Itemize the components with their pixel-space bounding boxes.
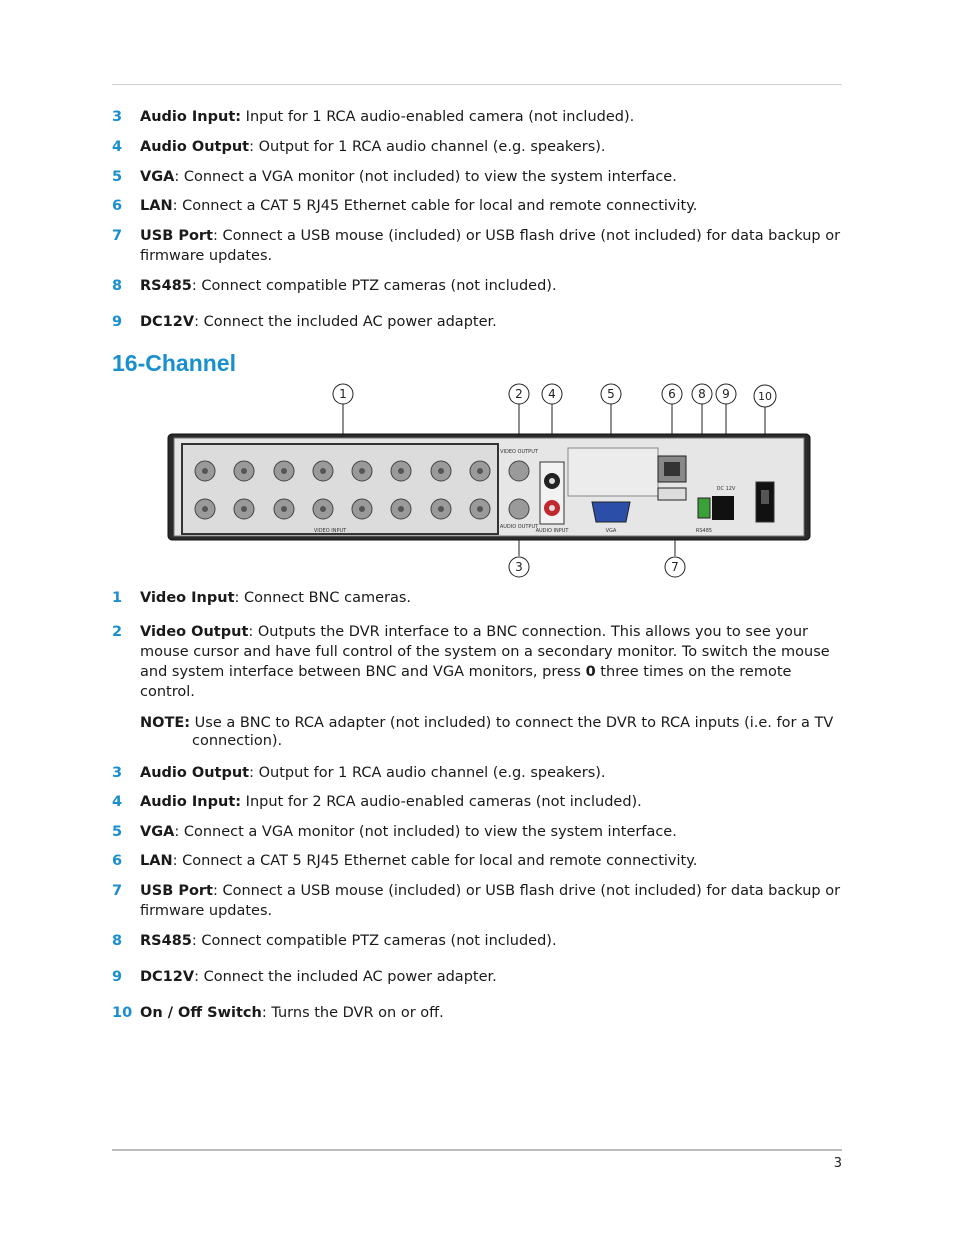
item-label: DC12V bbox=[140, 969, 195, 985]
video-input-label: VIDEO INPUT bbox=[313, 528, 347, 534]
note-continuation: connection). bbox=[192, 733, 283, 749]
item-text: : Turns the DVR on or off. bbox=[261, 1005, 444, 1021]
footer-rule bbox=[112, 1149, 842, 1151]
item-number: 10 bbox=[112, 1005, 133, 1021]
list-item bbox=[112, 763, 842, 783]
item-number: 9 bbox=[112, 314, 123, 330]
item-label: DC12V bbox=[140, 314, 195, 330]
item-label: USB Port bbox=[140, 883, 213, 899]
item-label: LAN bbox=[140, 198, 173, 214]
item-text: : Connect a USB mouse (included) or USB flash drive (not included) for data backup or firmware updates. bbox=[140, 883, 841, 919]
dc12v-label: DC 12V bbox=[716, 486, 736, 492]
audio-output-label: AUDIO OUTPUT bbox=[499, 524, 539, 530]
list-item bbox=[112, 851, 842, 871]
item-text: Input for 2 RCA audio-enabled cameras (not included). bbox=[241, 794, 642, 810]
item-bold-key: 0 bbox=[585, 664, 596, 680]
item-text: : Connect a VGA monitor (not included) to view the system interface. bbox=[174, 169, 677, 185]
list-item bbox=[112, 107, 842, 127]
list-item bbox=[112, 881, 842, 921]
item-label: Audio Output bbox=[140, 765, 250, 781]
item-number: 9 bbox=[112, 969, 123, 985]
item-text: : Connect a CAT 5 RJ45 Ethernet cable for local and remote connectivity. bbox=[172, 198, 698, 214]
list-item bbox=[112, 967, 842, 987]
vga-label: VGA bbox=[605, 528, 617, 534]
dvr-rear-panel-figure bbox=[160, 378, 820, 583]
item-text: : Connect the included AC power adapter. bbox=[194, 969, 497, 985]
item-number: 8 bbox=[112, 278, 123, 294]
item-text: : Output for 1 RCA audio channel (e.g. speakers). bbox=[249, 139, 606, 155]
item-label: RS485 bbox=[140, 933, 192, 949]
item-number: 8 bbox=[112, 933, 123, 949]
list-item bbox=[112, 822, 842, 842]
item-number: 5 bbox=[112, 169, 123, 185]
note-text: Use a BNC to RCA adapter (not included) to connect the DVR to RCA inputs (i.e. for a TV bbox=[190, 715, 834, 731]
item-number: 5 bbox=[112, 824, 123, 840]
rs485-label: RS485 bbox=[695, 528, 713, 534]
item-number: 4 bbox=[112, 794, 123, 810]
header-rule bbox=[112, 84, 842, 85]
list-item bbox=[112, 137, 842, 157]
list-item bbox=[112, 931, 842, 951]
item-label: Video Input bbox=[140, 590, 235, 606]
item-text: : Outputs the DVR interface to a BNC connection. This allows you to see your mouse cursor and have full control of the system on a secondary monitor. To switch the mouse and system interface between BNC and VGA monitors, press bbox=[140, 624, 830, 680]
item-number: 7 bbox=[112, 228, 123, 244]
item-text: : Connect the included AC power adapter. bbox=[194, 314, 497, 330]
item-label: Audio Input: bbox=[140, 794, 242, 810]
item-number: 6 bbox=[112, 853, 123, 869]
item-text: : Output for 1 RCA audio channel (e.g. speakers). bbox=[249, 765, 606, 781]
list-item bbox=[112, 312, 842, 332]
callout-10: 10 bbox=[758, 390, 772, 403]
list-item bbox=[112, 792, 842, 812]
item-label: RS485 bbox=[140, 278, 192, 294]
callout-6: 6 bbox=[668, 387, 676, 401]
item-label: LAN bbox=[140, 853, 173, 869]
note bbox=[140, 714, 842, 750]
item-number: 6 bbox=[112, 198, 123, 214]
section-title: 16-Channel bbox=[112, 350, 236, 376]
callout-4: 4 bbox=[548, 387, 556, 401]
audio-input-label: AUDIO INPUT bbox=[535, 528, 569, 534]
list-item bbox=[112, 276, 842, 296]
callout-8: 8 bbox=[698, 387, 706, 401]
item-number: 1 bbox=[112, 590, 123, 606]
item-text: : Connect a USB mouse (included) or USB flash drive (not included) for data backup or firmware updates. bbox=[140, 228, 841, 264]
item-text: : Connect compatible PTZ cameras (not included). bbox=[191, 933, 557, 949]
video-output-label: VIDEO OUTPUT bbox=[500, 449, 538, 455]
item-text: : Connect compatible PTZ cameras (not included). bbox=[191, 278, 557, 294]
callout-3: 3 bbox=[515, 560, 523, 574]
list-item bbox=[112, 196, 842, 216]
item-label: VGA bbox=[140, 169, 175, 185]
list-item bbox=[112, 226, 842, 266]
item-label: Audio Output bbox=[140, 139, 250, 155]
list-item bbox=[112, 588, 842, 608]
item-label: USB Port bbox=[140, 228, 213, 244]
callout-7: 7 bbox=[671, 560, 679, 574]
callout-5: 5 bbox=[607, 387, 615, 401]
callout-9: 9 bbox=[722, 387, 730, 401]
item-text: : Connect BNC cameras. bbox=[234, 590, 412, 606]
callout-1: 1 bbox=[339, 387, 347, 401]
item-label: On / Off Switch bbox=[140, 1005, 262, 1021]
item-text: : Connect a VGA monitor (not included) to view the system interface. bbox=[174, 824, 677, 840]
item-text: : Connect a CAT 5 RJ45 Ethernet cable for local and remote connectivity. bbox=[172, 853, 698, 869]
item-number: 2 bbox=[112, 624, 123, 640]
item-number: 7 bbox=[112, 883, 123, 899]
item-label: VGA bbox=[140, 824, 175, 840]
list-item bbox=[112, 622, 842, 702]
item-text: Input for 1 RCA audio-enabled camera (not included). bbox=[241, 109, 635, 125]
page-number: 3 bbox=[833, 1156, 842, 1171]
item-text-tail: three times on the remote control. bbox=[140, 664, 792, 700]
item-label: Video Output bbox=[140, 624, 249, 640]
item-number: 4 bbox=[112, 139, 123, 155]
item-label: Audio Input: bbox=[140, 109, 242, 125]
callout-2: 2 bbox=[515, 387, 523, 401]
item-number: 3 bbox=[112, 109, 123, 125]
note-label: NOTE: bbox=[140, 715, 191, 731]
list-item bbox=[112, 1003, 842, 1023]
list-item bbox=[112, 167, 842, 187]
item-number: 3 bbox=[112, 765, 123, 781]
